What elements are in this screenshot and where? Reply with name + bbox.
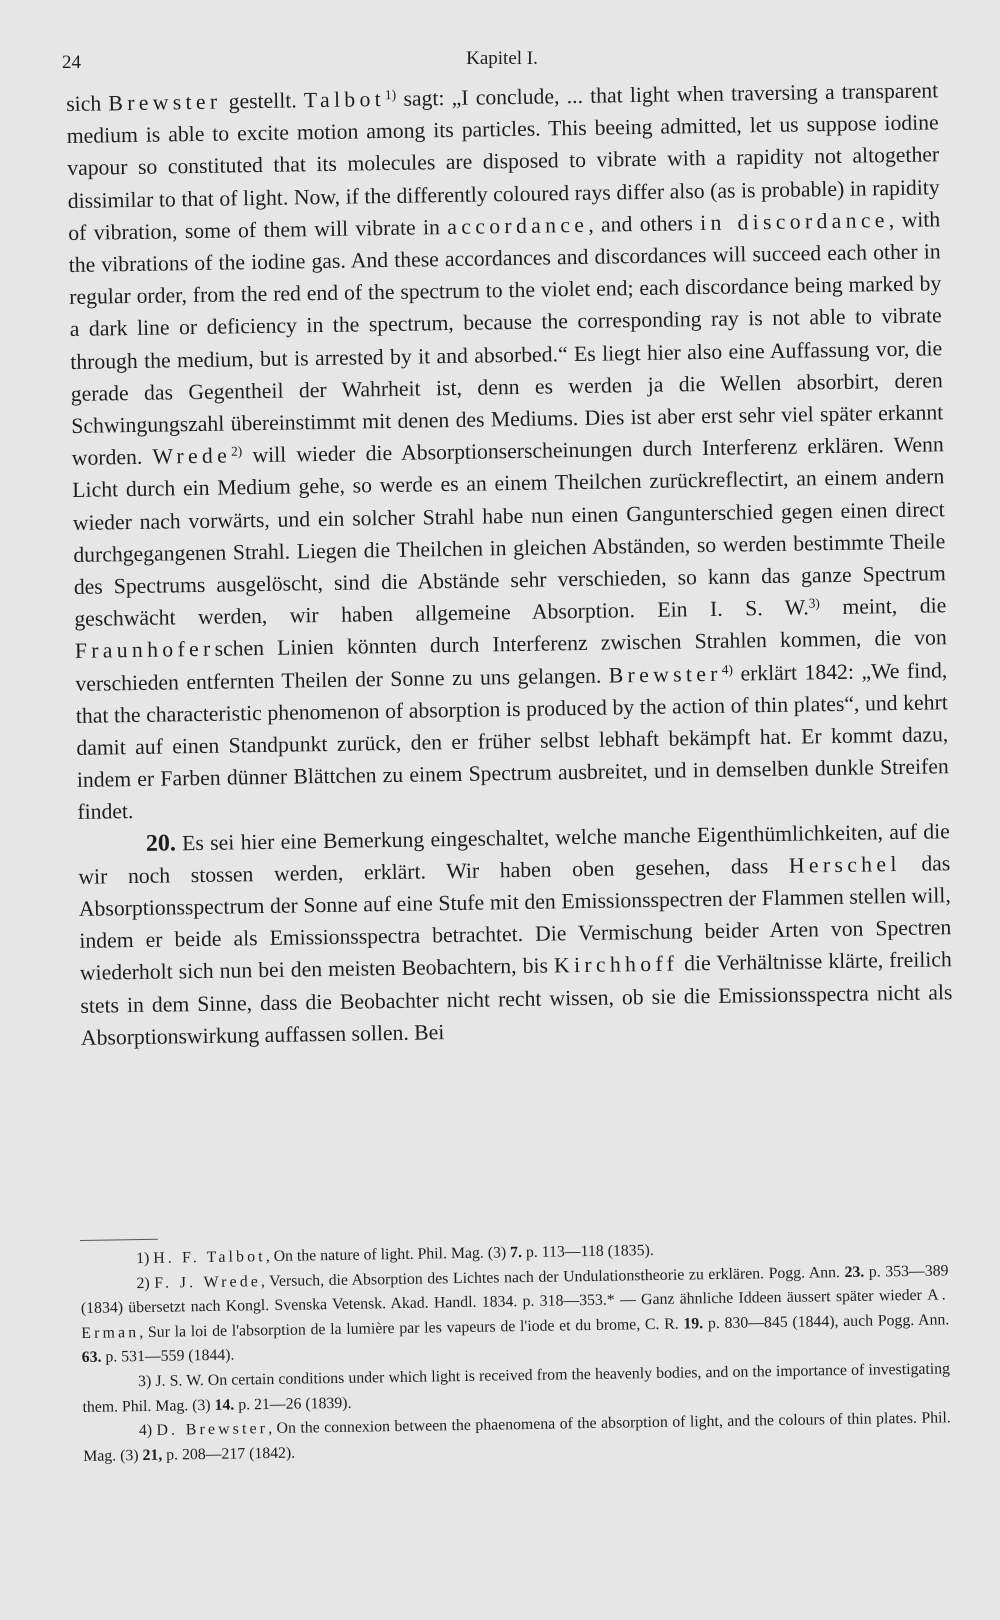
footnote-2: 2) F. J. Wrede, Versuch, die Absorption des Lichtes nach der Undulationstheorie zu erklären. Pogg. Ann. 23. p. 353—389 (1834) übersetzt nach Kongl. Svenska Vetensk. Akad. Handl. 1834. p. 318—353.* — Ganz ähnliche Iddeen äussert später wieder A. Erman, Sur la loi de l'absorption de la lumière par les vapeurs de l'iode et du brome, C. R. 19. p. 830—845 (1844), auch Pogg. Ann. 63. p. 531—559 (1844). xyxy=(80,1261,950,1367)
name-brewster: Brewster xyxy=(108,89,222,116)
running-title: Kapitel I. xyxy=(466,48,538,69)
name-fraunhofer: Fraunhofer xyxy=(74,637,215,664)
footnote-ref-2: 2) xyxy=(230,443,243,459)
footnote-3: 3) J. S. W. On certain conditions under which light is received from the heavenly bodies, and on the importance of investigating them. Phil. Mag. (3) 14. p. 21—26 (1839). xyxy=(82,1360,951,1416)
emphasis-accordance: accordance xyxy=(447,212,589,239)
section-number: 20. xyxy=(145,830,177,857)
body-text xyxy=(66,74,953,1054)
footnote-1: 1) H. F. Talbot, On the nature of light. Phil. Mag. (3) 7. p. 113—118 (1835). xyxy=(136,1241,654,1268)
name-talbot: Talbot xyxy=(303,86,386,113)
footnote-ref-3: 3) xyxy=(808,595,820,611)
emphasis-discordance: in discordance xyxy=(699,207,889,235)
footnote-ref-4: 4) xyxy=(721,661,734,677)
paragraph-20: 20. Es sei hier eine Bemerkung eingeschaltet, welche manche Eigenthümlichkeiten, auf die wir noch stossen werden, erklärt. Wir haben oben gesehen, dass Herschel das Absorptionsspectrum der Sonne auf eine Stufe mit den Emissionsspectren der Flammen stellen will, indem er beide als Emissionsspectra betrachtet. Die Vermischung beider Arten von Spectren wiederholt sich nun bei den meisten Beobachtern, bis Kirchhoff die Verhältnisse klärte, freilich stets in dem Sinne, dass die Beobachter nicht recht wissen, ob sie die Emissionsspectra nicht als Absorptionswirkung auffassen sollen. Bei xyxy=(78,818,953,1050)
footnote-rule xyxy=(80,1239,158,1241)
paragraph-19-continued: sich Brewster gestellt. Talbot$^{1)}$ sagt: „I conclude, ... that light when traversing a transparent medium is able to excite motion among its particles. This beeing admitted, let us suppose iodine vapour so constituted that its molecules are disposed to vibrate with a rapidity not altogether dissimilar to that of light. Now, if the differently coloured rays differ also (as is probable) in rapidity of vibration, some of them will vibrate in accordance, and others in discordance, with the vibrations of the iodine gas. And these accordances and discordances will succeed each other in regular order, from the red end of the spectrum to the violet end; each discordance being marked by a dark line or deficiency in the spectrum, because the corresponding ray is not able to vibrate through the medium, but is arrested by it and absorbed.“ Es liegt hier also eine Auffassung vor, die gerade das Gegentheil der Wahrheit ist, denn es werden ja die Wellen absorbirt, deren Schwingungszahl übereinstimmt mit denen des Mediums. Dies ist aber erst sehr viel später erkannt worden. Wrede$^{2)}$ will wieder die Absorptionserscheinungen durch Interferenz erklären. Wenn Licht durch ein Medium gehe, so werde es an einem Theilchen zurückreflectirt, an einem andern wieder nach vorwärts, und ein solcher Strahl habe nun einen Gangunterschied gegen einen direct durchgegangenen Strahl. Liegen die Theilchen in gleichen Abständen, so werden bestimmte Theile des Spectrums ausgelöscht, sind die Abstände sehr verschieden, so kann das ganze Spectrum geschwächt werden, wir haben allgemeine Absorption. Ein I. S. W.$^{3)}$ meint, die Fraunhoferschen Linien könnten durch Interferenz zwischen Strahlen kommen, die von verschieden entfernten Theilen der Sonne zu uns gelangen. Brewster$^{4)}$ erklärt 1842: „We find, that the characteristic phenomenon of absorption is produced by the action of thin plates“, und kehrt damit auf einen Standpunkt zurück, den er früher selbst lebhaft bekämpft hat. Er kommt dazu, indem er Farben dünner Blättchen zu einem Spectrum ausbreitet, und in demselben dunkle Streifen findet. xyxy=(66,78,949,825)
footnotes xyxy=(80,1234,951,1469)
page-number: 24 xyxy=(62,52,81,73)
name-kirchhoff: Kirchhoff xyxy=(553,951,679,978)
name-wrede: Wrede xyxy=(152,443,232,469)
name-brewster-2: Brewster xyxy=(608,661,722,688)
name-herschel: Herschel xyxy=(788,851,901,878)
page-header xyxy=(62,44,942,76)
footnote-4: 4) D. Brewster, On the connexion between the phaenomena of the absorption of light, and the colours of thin plates. Phil. Mag. (3) 21, p. 208—217 (1842). xyxy=(83,1409,951,1465)
footnote-ref-1: 1) xyxy=(384,87,397,103)
